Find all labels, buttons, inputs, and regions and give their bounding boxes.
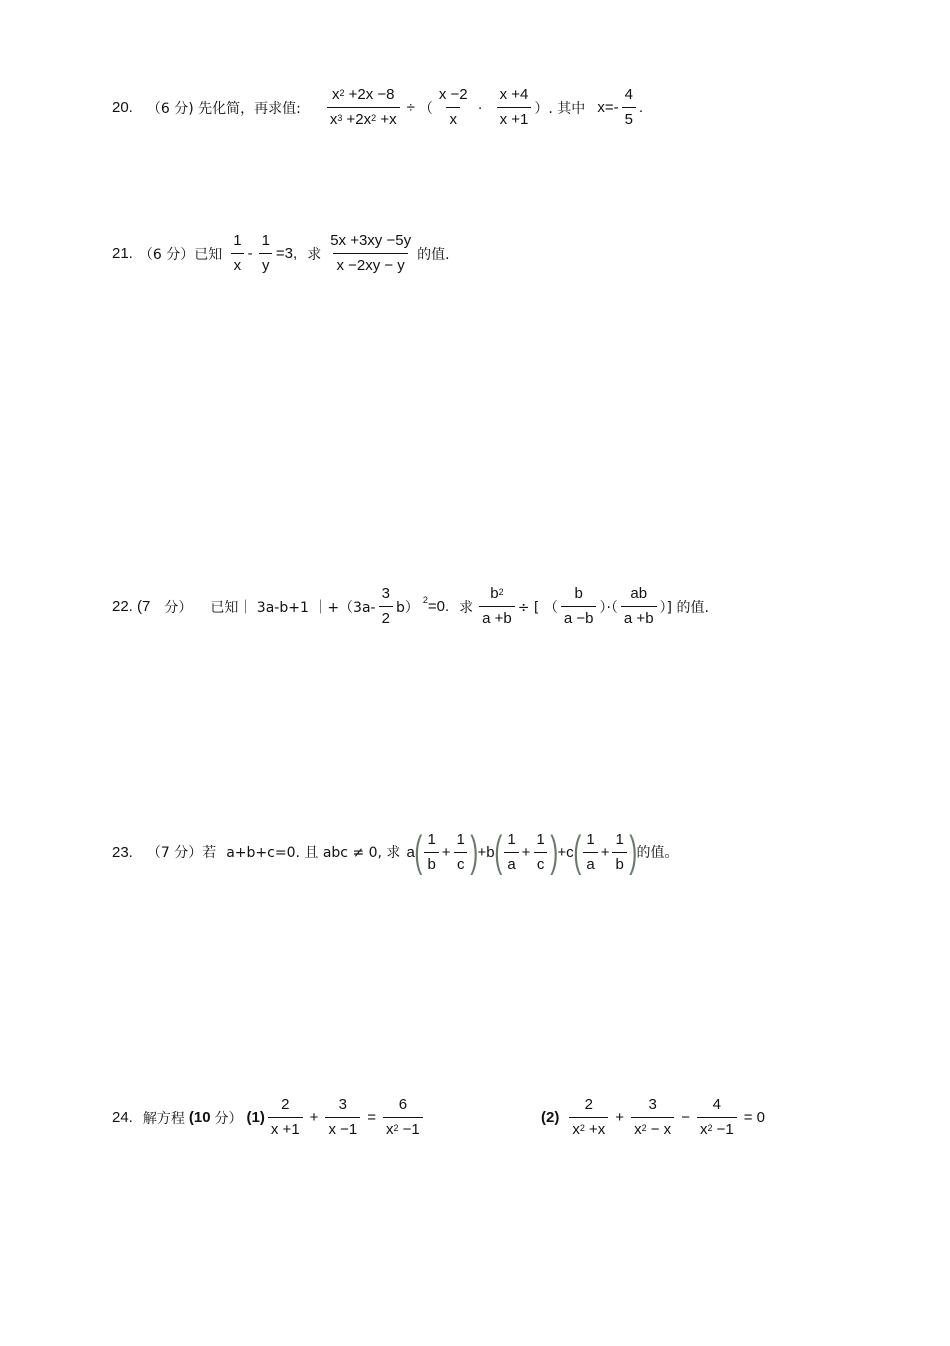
q24-e2-frac-2: $\frac{3}{x^2 - x}$	[631, 1096, 674, 1139]
q20-f2-denominator: x	[446, 107, 460, 129]
q23-frac-1b: $\frac{1}{b}$	[424, 831, 438, 874]
q22-tail: ）] 的值.	[659, 599, 709, 616]
q20-x-equals: x=-	[597, 99, 619, 116]
q23-tail: 的值。	[636, 845, 679, 861]
q24-e2-frac-3: $\frac{4}{x^2 -1}$	[697, 1096, 737, 1139]
q22-fraction-4	[621, 585, 657, 628]
q22-points: 分）	[164, 599, 193, 616]
q22-fraction-3	[561, 585, 597, 628]
q21-tail: 的值.	[417, 246, 450, 263]
q20-instruction: （6 分) 先化简，再求值:	[146, 100, 301, 117]
q24-e1-plus: +	[309, 1109, 319, 1126]
q21-fraction-3	[327, 232, 414, 275]
q23-plus-2: +	[521, 843, 531, 861]
q20-value-denominator: 5	[622, 107, 636, 129]
q22-ask: 求	[459, 599, 474, 616]
q24-e2-equals-zero: = 0	[743, 1109, 766, 1126]
q21-instruction: （6 分）已知	[138, 246, 223, 263]
q22-condition: 已知｜ 3a-b+1 ｜+（3a-	[210, 599, 376, 616]
q22-b: b）	[395, 599, 419, 616]
q21-number: 21.	[112, 245, 133, 262]
q21-f2-numerator: 1	[261, 232, 270, 249]
q21-minus: -	[247, 245, 253, 262]
q22-f4-numerator: ab	[630, 585, 648, 602]
q21-f1-denominator: x	[231, 253, 245, 275]
q20-fraction-2	[436, 86, 471, 129]
q23-coef-c: +c	[557, 843, 574, 861]
q20-fraction-main	[327, 86, 400, 129]
q22-eq-zero: =0.	[427, 598, 450, 615]
q21-f1-numerator: 1	[233, 232, 242, 249]
q23-coef-b: +b	[477, 843, 495, 861]
q23-frac-3b: $\frac{1}{b}$	[612, 831, 626, 874]
q20-dot: ·	[477, 99, 483, 116]
q21-ask: 求	[307, 246, 322, 263]
q22-number: 22. (7	[112, 598, 151, 615]
q22-f3-numerator: b	[574, 585, 583, 602]
q23-frac-3a: $\frac{1}{a}$	[583, 831, 597, 874]
q21-equals: =3,	[275, 245, 298, 262]
q20-value-numerator: 4	[624, 86, 633, 103]
q21-fraction-2	[259, 232, 273, 275]
q23-frac-2a: $\frac{1}{a}$	[504, 831, 518, 874]
q20-number: 20.	[112, 99, 133, 116]
q23-condition: a+b+c=0. 且 abc ≠ 0, 求	[226, 845, 401, 861]
q20-period: .	[638, 99, 644, 116]
q22-f1-denominator: 2	[379, 606, 393, 628]
q20-f3-denominator: x +1	[497, 107, 532, 129]
q23-left-paren-1: (	[414, 827, 423, 876]
q20-tail: ）. 其中	[534, 100, 586, 117]
q22-square: 2	[422, 594, 428, 605]
q21-fraction-1	[230, 232, 244, 275]
q20-divide-sign: ÷	[406, 99, 415, 116]
q23-frac-2c: $\frac{1}{c}$	[533, 831, 547, 874]
q21-f3-denominator: x −2xy − y	[333, 253, 407, 275]
q23-right-paren-3: )	[629, 827, 638, 876]
q24-points: (10	[188, 1109, 211, 1126]
q22-mid: ）·（	[599, 599, 618, 616]
q24-e1-equals: =	[367, 1109, 376, 1126]
question-22	[112, 585, 709, 628]
q24-part-2-label: (2)	[541, 1109, 560, 1126]
q24-points-unit: 分）	[214, 1110, 243, 1127]
q24-part-1-label: (1)	[246, 1109, 265, 1126]
q24-e1-frac-1: $\frac{2}{x +1}$	[268, 1096, 303, 1139]
q22-f4-denominator: a +b	[621, 606, 657, 628]
q24-number: 24.	[112, 1109, 133, 1126]
q21-f2-denominator: y	[259, 253, 273, 275]
question-20	[112, 86, 643, 129]
q23-coef-a: a	[406, 843, 415, 861]
question-21	[112, 232, 450, 275]
q23-right-paren-1: )	[470, 827, 479, 876]
q22-f2-denominator: a +b	[479, 606, 515, 628]
q24-e1-frac-3: $\frac{6}{x^2 -1}$	[383, 1096, 423, 1139]
q22-f1-numerator: 3	[381, 585, 390, 602]
q20-fraction-3	[497, 86, 532, 129]
q23-plus-3: +	[600, 843, 610, 861]
q24-title: 解方程	[142, 1110, 185, 1127]
q21-f3-numerator: 5x +3xy −5y	[330, 232, 412, 249]
q20-f3-numerator: x +4	[499, 86, 529, 103]
q23-frac-1c: $\frac{1}{c}$	[454, 831, 468, 874]
q20-f2-numerator: x −2	[438, 86, 468, 103]
q22-f3-denominator: a −b	[561, 606, 597, 628]
q22-divide: ÷ [ （	[517, 599, 558, 616]
q24-e2-minus: −	[681, 1109, 690, 1126]
q20-fraction-value	[622, 86, 636, 129]
q22-f2-numerator: $b^2$	[490, 585, 504, 602]
q20-left-paren: （	[418, 100, 433, 117]
q20-main-denominator: $x^3 +2x^2 +x$	[327, 107, 400, 129]
q24-e2-plus: +	[615, 1109, 625, 1126]
q20-main-numerator: $x^2 +2x -8$	[331, 86, 395, 103]
q24-e1-frac-2: $\frac{3}{x -1}$	[325, 1096, 360, 1139]
q24-e2-frac-1: $\frac{2}{x^2 +x}$	[569, 1096, 608, 1139]
q22-fraction-1	[379, 585, 393, 628]
question-24-part-2	[541, 1096, 769, 1139]
q23-left-paren-3: (	[572, 827, 582, 876]
question-23	[112, 827, 679, 876]
q23-right-paren-2: )	[550, 827, 559, 876]
q23-number: 23.	[112, 843, 133, 861]
q22-fraction-2	[479, 585, 515, 628]
question-24	[112, 1096, 426, 1139]
q23-plus-1: +	[441, 843, 451, 861]
q23-points: （7 分）若	[146, 845, 217, 861]
q23-left-paren-2: (	[493, 827, 503, 876]
